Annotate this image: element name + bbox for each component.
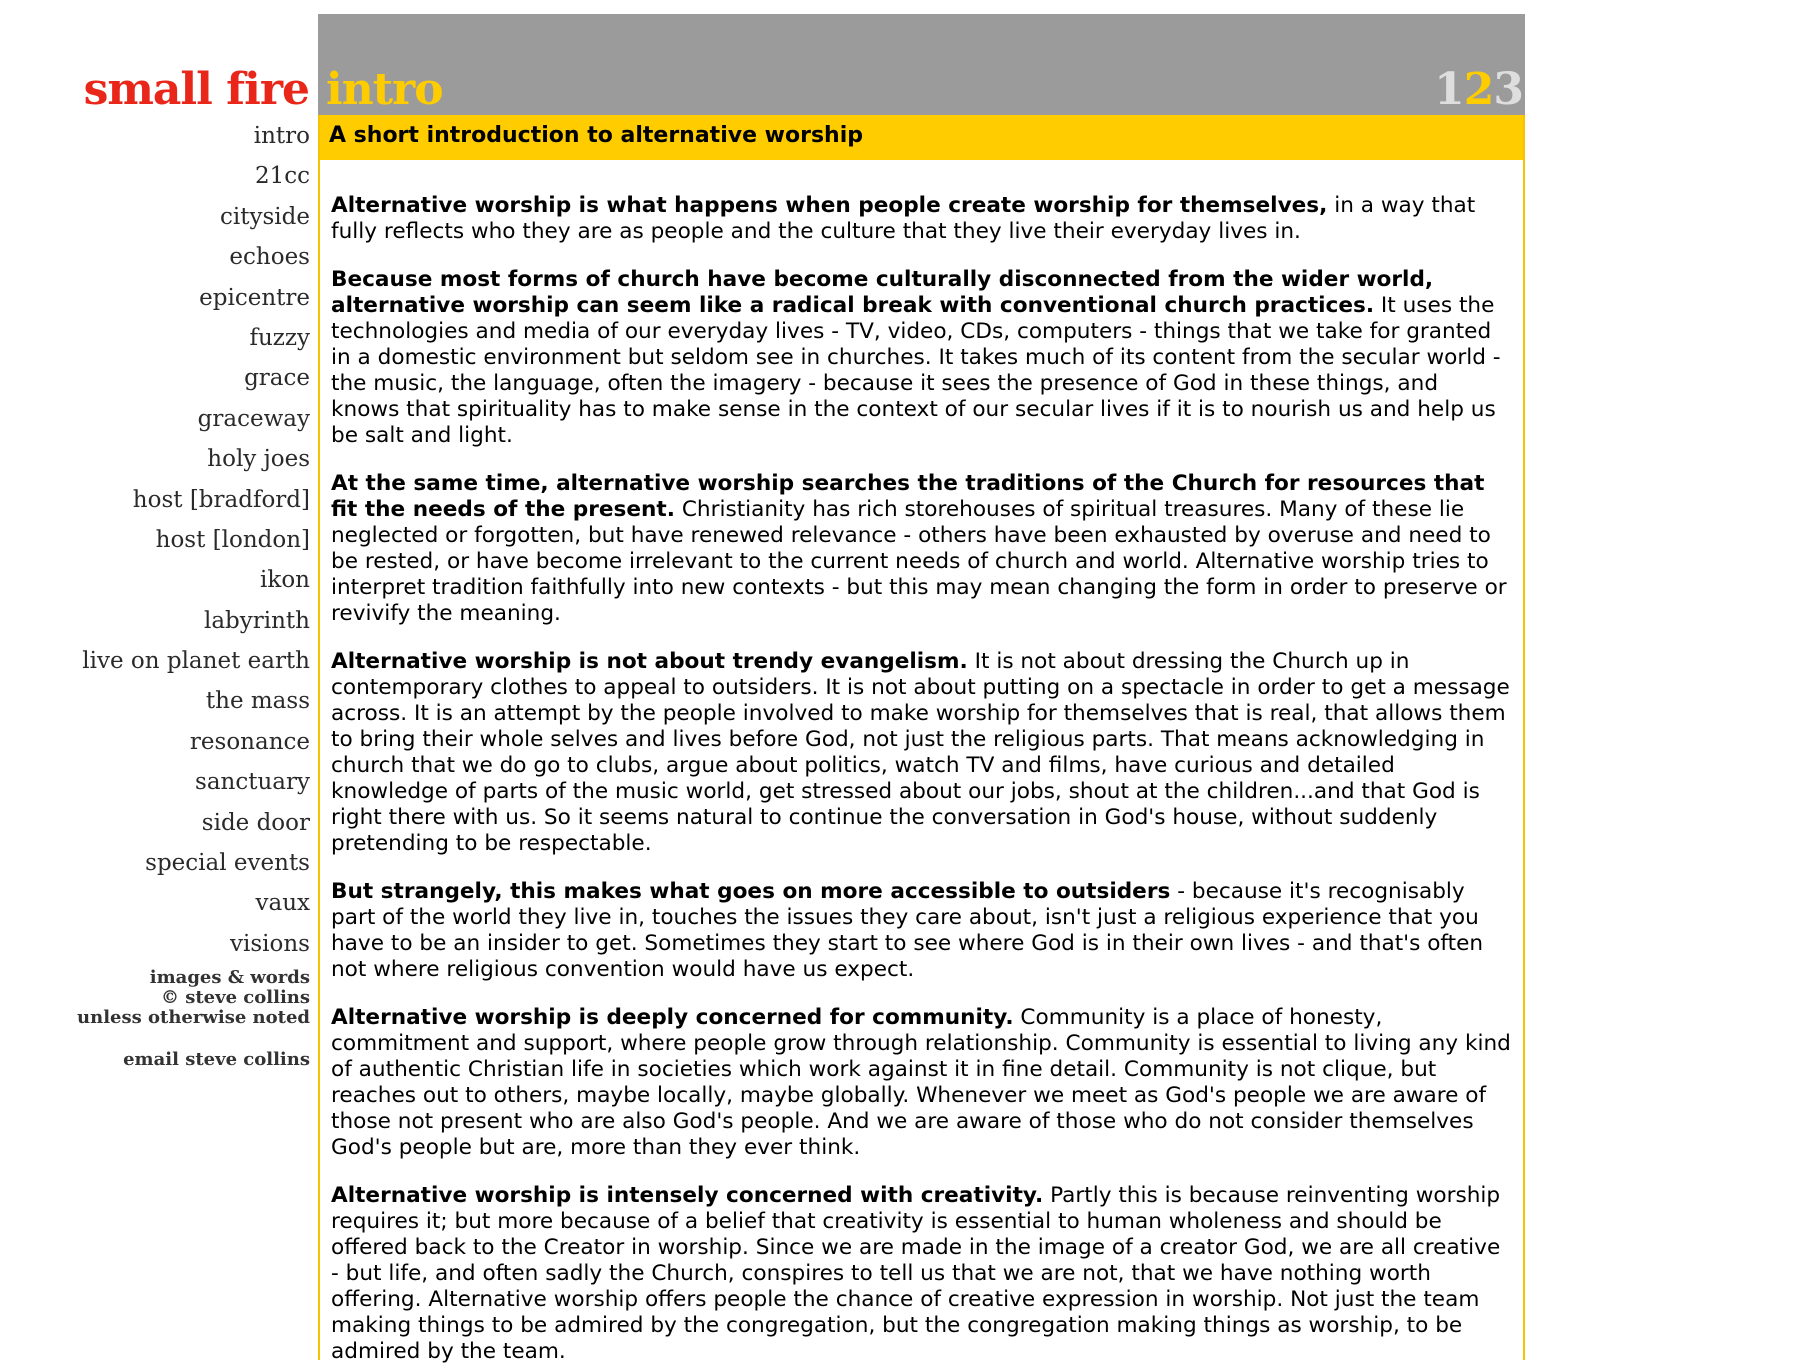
paragraph-text: - because it's recognisably part of the world they live in, touches the issues they care about, isn't just a religious experience that you have to be an insider to get. Sometimes they start to see where God is in their own lives - and that's often not where religious convention would have us expect. — [331, 879, 1484, 982]
sidebar-item[interactable] — [0, 843, 311, 883]
section-title: intro — [326, 64, 443, 115]
paragraph-lead: Alternative worship is what happens when people create worship for themselves, — [331, 193, 1328, 218]
sidebar-item-label[interactable]: host [bradford] — [132, 486, 310, 513]
paragraph-text: Christianity has rich storehouses of spiritual treasures. Many of these lie neglected or forgotten, but have renewed relevance - others have been exhausted by overuse and need to be rested, or have become irrelevant to the current needs of church and world. Alternative worship tries to interpret tradition faithfully into new contexts - but this may mean changing the form in order to preserve or revivify the meaning. — [331, 497, 1507, 626]
paragraph-lead: But strangely, this makes what goes on more accessible to outsiders — [331, 879, 1171, 904]
sidebar-item[interactable] — [0, 156, 311, 196]
pager-page-1[interactable]: 1 — [1434, 64, 1464, 115]
paragraph — [331, 1005, 1513, 1161]
paragraph-text: in a way that fully reflects who they are as people and the culture that they live their everyday lives in. — [331, 193, 1476, 244]
paragraph — [331, 267, 1513, 449]
sidebar-item-label[interactable]: vaux — [255, 890, 310, 917]
paragraph-text: It is not about dressing the Church up in contemporary clothes to appeal to outsiders. It is not about putting on a spectacle in order to get a message across. It is an attempt by the people involved to make worship for themselves that is real, that allows them to bring their whole selves and lives before God, not just the religious parts. That means acknowledging in church that we do go to clubs, argue about politics, watch TV and films, have curious and detailed knowledge of parts of the music world, get stressed about our jobs, shout at the children...and that God is right there with us. So it seems natural to continue the conversation in God's house, without suddenly pretending to be respectable. — [331, 649, 1510, 856]
sidebar-item-label[interactable]: ikon — [260, 567, 310, 594]
paragraph-lead: Because most forms of church have become culturally disconnected from the wider world, alternative worship can seem like a radical break with conventional church practices. — [331, 267, 1434, 318]
sidebar-item[interactable] — [0, 641, 311, 681]
paragraph-lead: Alternative worship is intensely concerned with creativity. — [331, 1183, 1044, 1208]
sidebar-item-label[interactable]: host [london] — [155, 526, 310, 553]
pager-page-2[interactable]: 2 — [1463, 64, 1494, 115]
sidebar-item[interactable] — [0, 237, 311, 277]
sidebar-item-label[interactable]: grace — [244, 365, 310, 392]
paragraph — [331, 649, 1513, 857]
sidebar-item[interactable] — [0, 520, 311, 560]
subtitle-bar — [318, 115, 1525, 160]
sidebar-item[interactable] — [0, 480, 311, 520]
credit-line: images & words — [149, 967, 310, 988]
sidebar-item-label[interactable]: fuzzy — [249, 324, 310, 351]
article-body — [318, 160, 1525, 1364]
paragraph-text: Community is a place of honesty, commitment and support, where people grow through relationship. Community is essential to living any kind of authentic Christian life in societies which work against it in fine detail. Community is not clique, but reaches out to others, maybe locally, maybe globally. Whenever we meet as God's people we are aware of those not present who are also God's people. And we are aware of those who do not consider themselves God's people but are, more than they ever think. — [331, 1005, 1511, 1160]
sidebar-item-label[interactable]: side door — [201, 809, 310, 836]
sidebar-item-label[interactable]: resonance — [189, 728, 310, 755]
paragraph — [331, 471, 1513, 627]
sidebar-item[interactable] — [0, 762, 311, 802]
sidebar-item-label[interactable]: the mass — [205, 688, 310, 715]
main-content — [318, 14, 1525, 1364]
paragraph — [331, 1183, 1513, 1365]
sidebar-item[interactable] — [0, 924, 311, 964]
sidebar-item-label[interactable]: echoes — [229, 244, 310, 271]
paragraph-lead: Alternative worship is deeply concerned for community. — [331, 1005, 1014, 1030]
sidebar-item-label[interactable]: holy joes — [207, 446, 310, 473]
sidebar-item[interactable] — [0, 803, 311, 843]
pager-page-3[interactable]: 3 — [1493, 64, 1523, 115]
paragraph-text: Partly this is because reinventing worship requires it; but more because of a belief that creativity is essential to human wholeness and should be offered back to the Creator in worship. Since we are made in the image of a creator God, we are all creative - but life, and often sadly the Church, conspires to tell us that we are not, that we have nothing worth offering. Alternative worship offers people the chance of creative expression in worship. Not just the team making things to be admired by the congregation, but the congregation making things as worship, to be admired by the team. — [331, 1183, 1501, 1364]
sidebar-item-label[interactable]: 21cc — [254, 163, 310, 190]
page-pager — [1434, 62, 1523, 118]
sidebar-item-label[interactable]: epicentre — [199, 284, 310, 311]
sidebar-item-label[interactable]: visions — [230, 930, 310, 957]
sidebar-item[interactable] — [0, 681, 311, 721]
sidebar-item[interactable] — [0, 722, 311, 762]
sidebar-item[interactable] — [0, 358, 311, 398]
paragraph — [331, 879, 1513, 983]
sidebar-item-label[interactable]: live on planet earth — [82, 648, 310, 675]
site-title: small fire — [83, 64, 309, 115]
sidebar-item-label[interactable]: graceway — [197, 405, 310, 432]
sidebar-item-label[interactable]: special events — [145, 850, 310, 877]
sidebar-item[interactable] — [0, 197, 311, 237]
sidebar-item-label[interactable]: labyrinth — [203, 607, 310, 634]
paragraph-lead: At the same time, alternative worship searches the traditions of the Church for resources that fit the needs of the present. — [331, 471, 1485, 522]
paragraph-text: It uses the technologies and media of our everyday lives - TV, video, CDs, computers - things that we take for granted in a domestic environment but seldom see in churches. It takes much of its content from the secular world - the music, the language, often the imagery - because it sees the presence of God in these things, and knows that spirituality has to make sense in the context of our secular lives if it is to nourish us and help us be salt and light. — [331, 293, 1501, 448]
copyright-notice — [0, 968, 310, 1028]
credit-line: unless otherwise noted — [77, 1007, 310, 1028]
paragraph-lead: Alternative worship is not about trendy evangelism. — [331, 649, 968, 674]
paragraph — [331, 193, 1513, 245]
sidebar-item[interactable] — [0, 439, 311, 479]
sidebar-item[interactable] — [0, 560, 311, 600]
sidebar-item-label[interactable]: intro — [253, 123, 310, 149]
page-header — [318, 14, 1525, 115]
sidebar-nav — [0, 116, 311, 964]
sidebar-item-label[interactable]: sanctuary — [195, 769, 310, 796]
sidebar-item[interactable] — [0, 318, 311, 358]
email-link[interactable]: email steve collins — [123, 1049, 310, 1070]
credit-line: © steve collins — [160, 987, 310, 1008]
sidebar-item[interactable] — [0, 116, 311, 156]
sidebar-item-label[interactable]: cityside — [220, 203, 310, 230]
sidebar-item[interactable] — [0, 278, 311, 318]
sidebar-item[interactable] — [0, 399, 311, 439]
sidebar-item[interactable] — [0, 883, 311, 923]
sidebar-item[interactable] — [0, 601, 311, 641]
page-subtitle: A short introduction to alternative worship — [329, 123, 863, 148]
